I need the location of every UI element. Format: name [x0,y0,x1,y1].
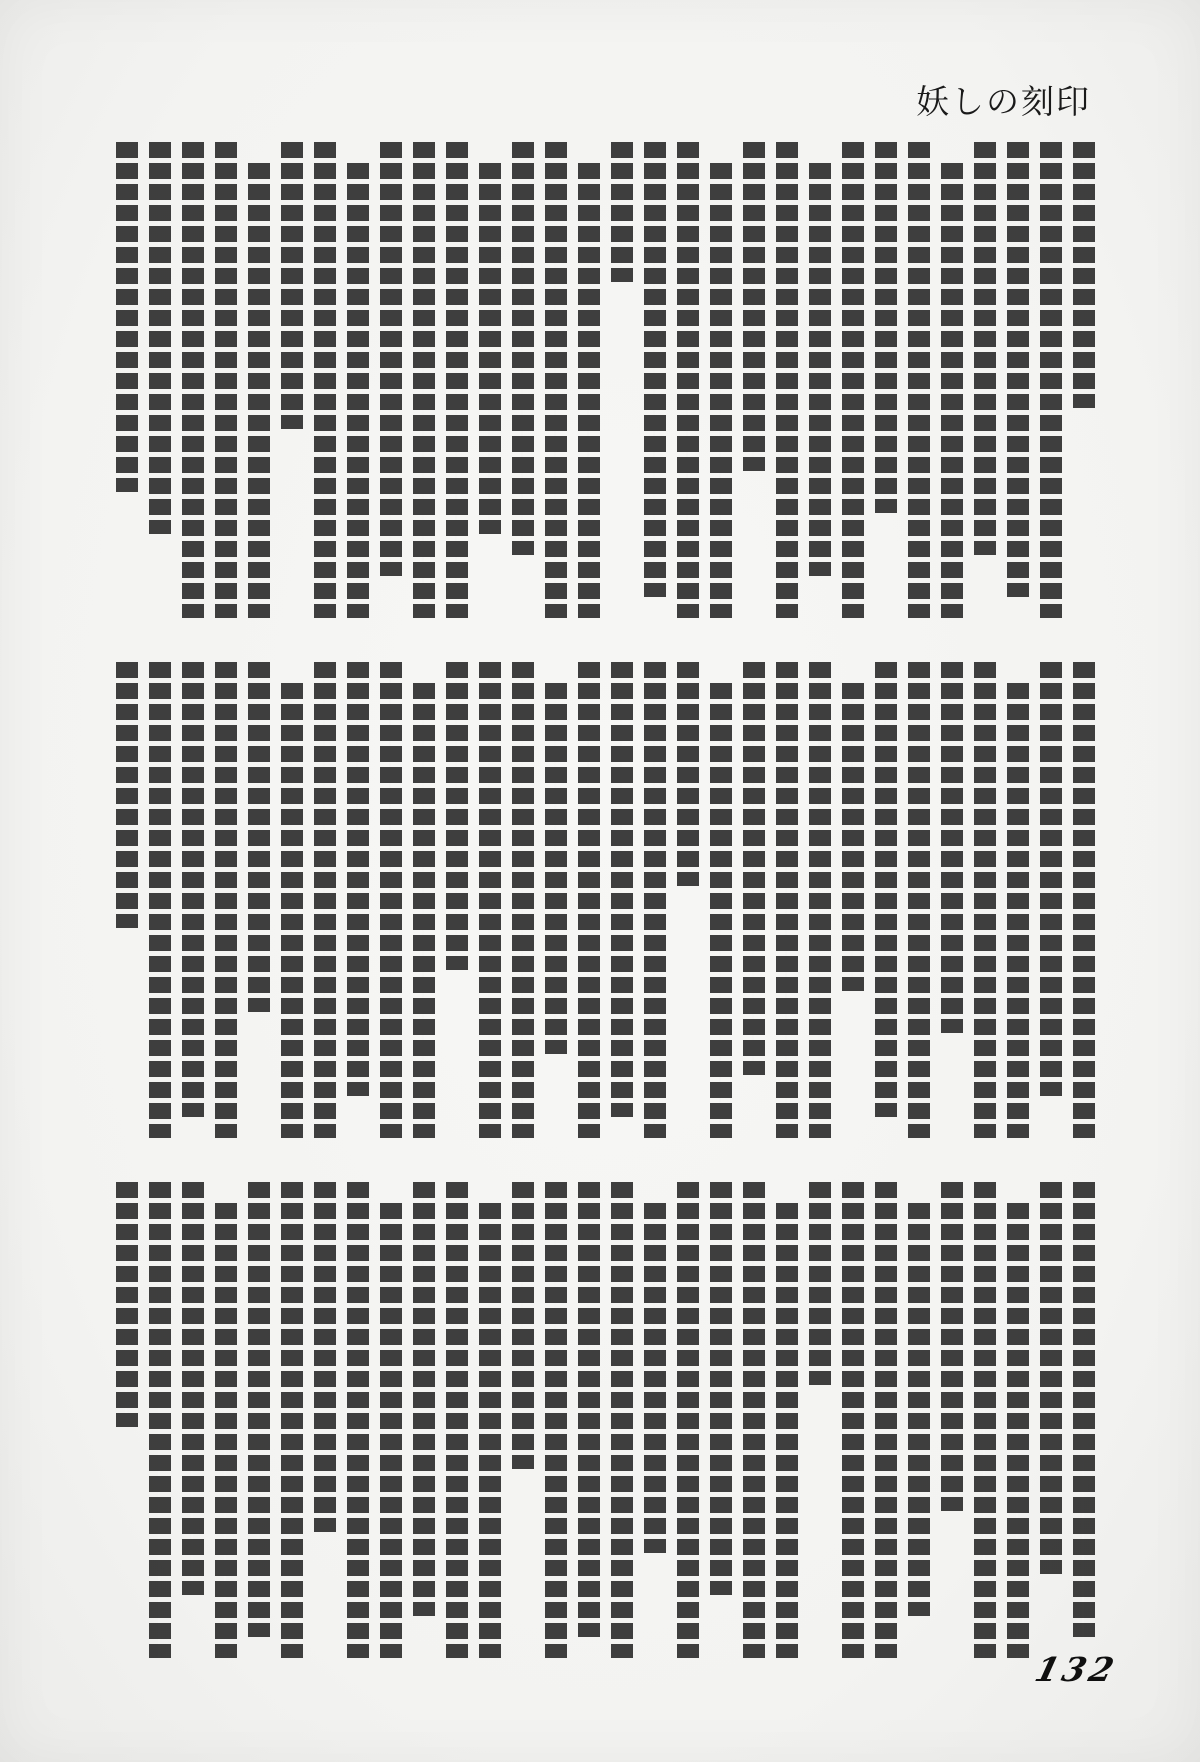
text-column [611,142,633,282]
text-column [1040,662,1062,1096]
text-column [479,163,501,534]
text-column [974,662,996,1138]
text-column [710,683,732,1138]
text-column [314,1182,336,1532]
text-column [248,662,270,1012]
text-column [446,662,468,970]
text-column [248,1182,270,1637]
text-column [446,1182,468,1658]
text-column [446,142,468,618]
text-column [215,662,237,1138]
text-column [941,163,963,618]
text-column [941,662,963,1033]
text-column [182,662,204,1117]
text-column [1007,1203,1029,1658]
text-column [512,1182,534,1469]
text-column [842,1182,864,1658]
text-column [908,1203,930,1616]
text-column [545,1182,567,1658]
text-column [974,1182,996,1658]
text-column [479,662,501,1138]
page-title: 妖しの刻印 [916,82,1091,121]
text-column [743,1182,765,1658]
text-column [281,142,303,429]
text-column [380,1203,402,1658]
text-column [578,163,600,618]
text-column [215,1203,237,1658]
text-column [644,662,666,1138]
text-column [875,142,897,513]
text-column [644,142,666,597]
text-column [1073,142,1095,408]
text-column [644,1203,666,1553]
text-column [776,142,798,618]
text-column [182,1182,204,1595]
text-column [743,142,765,471]
text-column [1040,1182,1062,1574]
text-column [545,142,567,618]
text-column [809,662,831,1138]
text-column [116,142,138,492]
text-column [149,1182,171,1658]
text-column [182,142,204,618]
text-column [413,1182,435,1616]
text-column [1073,1182,1095,1637]
text-column [347,662,369,1096]
text-column [908,142,930,618]
text-column [380,662,402,1138]
text-column [116,1182,138,1427]
text-column [611,1182,633,1658]
text-column [908,662,930,1138]
text-band-top [95,142,1095,618]
text-column [578,1182,600,1637]
text-column [875,662,897,1117]
text-column [875,1182,897,1658]
text-column [545,683,567,1054]
text-column [1007,142,1029,597]
text-band-bottom [95,1182,1095,1658]
text-column [380,142,402,576]
text-column [677,662,699,886]
text-column [710,163,732,618]
text-column [578,662,600,1138]
text-column [413,142,435,618]
text-column [809,163,831,576]
text-column [314,662,336,1138]
text-column [611,662,633,1117]
text-column [413,683,435,1138]
text-column [842,683,864,991]
text-column [1073,662,1095,1138]
text-band-middle [95,662,1095,1138]
text-column [941,1182,963,1511]
text-column [215,142,237,618]
text-column [809,1182,831,1385]
text-column [281,683,303,1138]
text-column [776,1203,798,1658]
text-column [116,662,138,928]
text-column [842,142,864,618]
text-column [314,142,336,618]
text-column [677,142,699,618]
text-column [149,662,171,1138]
text-column [281,1182,303,1658]
page-number: 132 [1031,1650,1122,1689]
text-column [710,1182,732,1595]
text-column [776,662,798,1138]
text-column [974,142,996,555]
text-column [149,142,171,534]
text-column [1040,142,1062,618]
text-column [248,163,270,618]
text-column [743,662,765,1075]
text-column [347,163,369,618]
text-column [512,142,534,555]
text-column [677,1182,699,1658]
text-column [347,1182,369,1658]
text-column [512,662,534,1138]
text-column [1007,683,1029,1138]
text-column [479,1203,501,1658]
